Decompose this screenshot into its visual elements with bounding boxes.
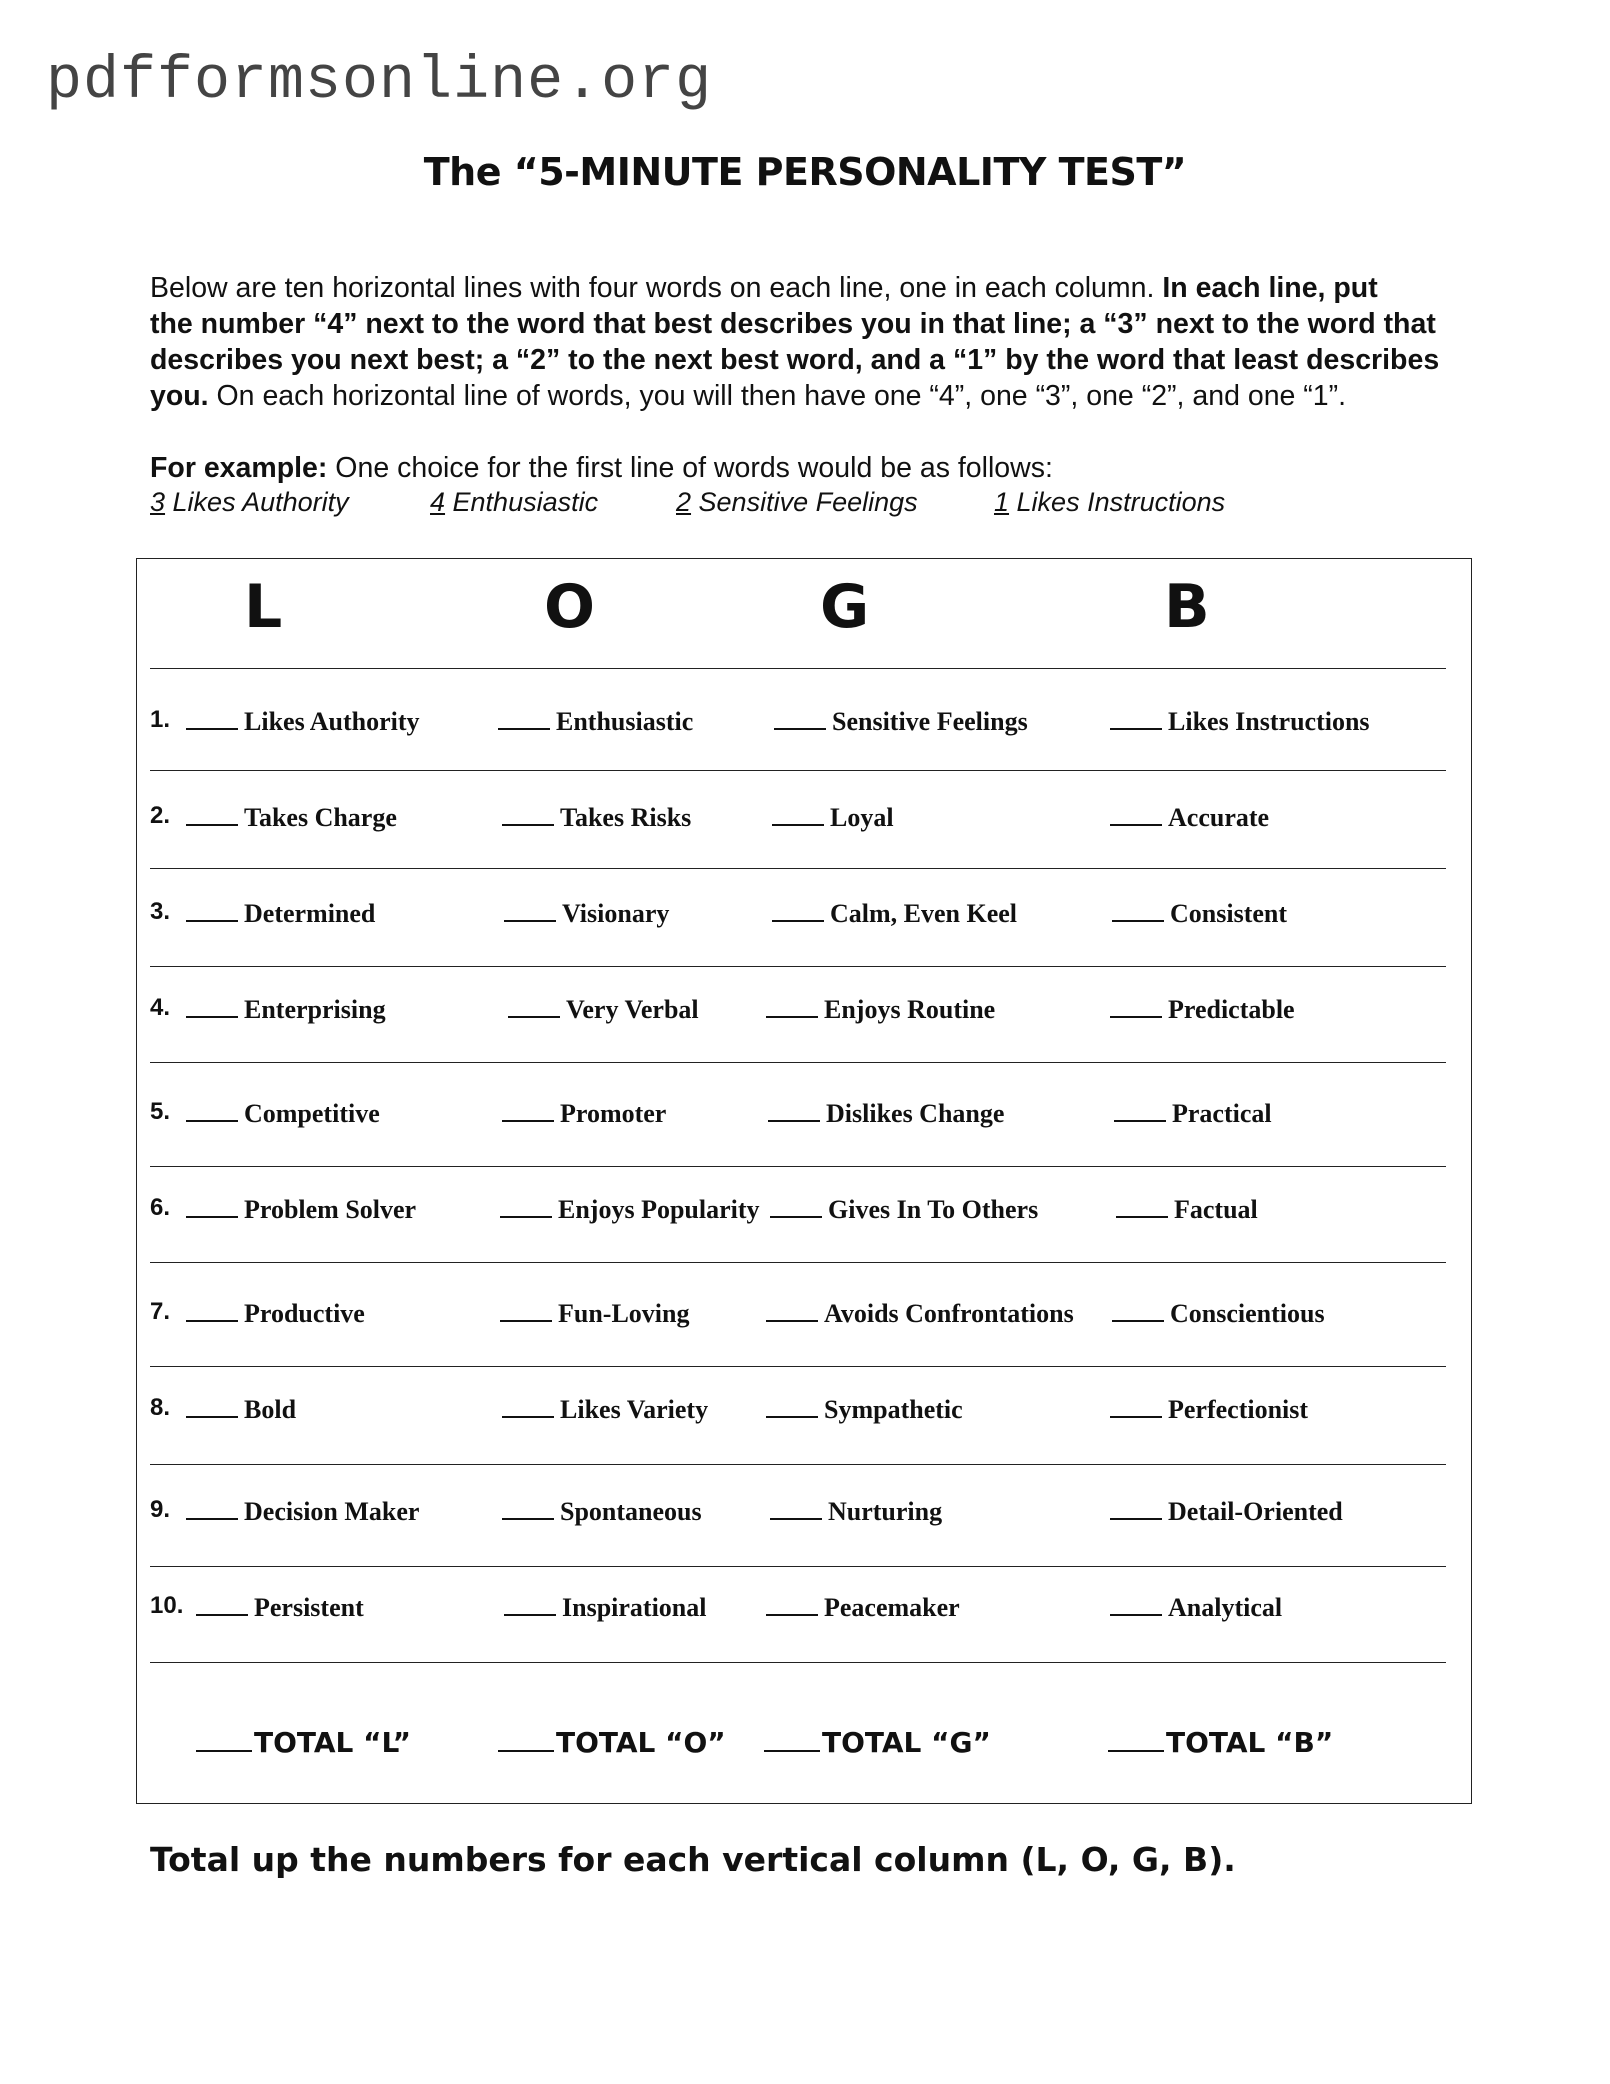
example-item-word: Enthusiastic [445,487,599,517]
divider [150,668,1446,669]
word-b: Accurate [1110,802,1269,833]
row-number: 7. [150,1298,171,1325]
example-label: For example: [150,452,328,484]
word-g: Sympathetic [766,1394,963,1425]
table-row [150,1298,1446,1338]
word-b: Detail-Oriented [1110,1496,1343,1527]
word-o: Visionary [504,898,669,929]
divider [150,1566,1446,1567]
answer-blank[interactable] [1110,1496,1162,1520]
answer-blank[interactable] [502,1098,554,1122]
answer-blank[interactable] [504,1592,556,1616]
row-number: 2. [150,802,171,829]
column-header-l: L [244,572,283,642]
table-row [150,1394,1446,1434]
word-l: Persistent [196,1592,364,1623]
word-b: Predictable [1110,994,1295,1025]
divider [150,966,1446,967]
table-row [150,994,1446,1034]
total-b: TOTAL “B” [1108,1726,1333,1759]
row-number: 4. [150,994,171,1021]
answer-blank[interactable] [500,1298,552,1322]
example-item [994,487,1225,518]
word-o: Very Verbal [508,994,699,1025]
total-blank[interactable] [764,1726,820,1752]
column-header-g: G [820,572,870,642]
column-header-b: B [1164,572,1210,642]
answer-blank[interactable] [186,1298,238,1322]
answer-blank[interactable] [186,1394,238,1418]
divider [150,1366,1446,1367]
answer-blank[interactable] [772,802,824,826]
word-g: Nurturing [770,1496,942,1527]
row-number: 8. [150,1394,171,1421]
instructions-line2: the number “4” next to the word that best describes you in that line; a “3” next to the word that [150,308,1436,340]
table-row [150,1098,1446,1138]
word-o: Takes Risks [502,802,691,833]
table-row [150,1496,1446,1536]
example-item-word: Likes Authority [165,487,349,517]
answer-blank[interactable] [502,802,554,826]
word-l: Problem Solver [186,1194,416,1225]
answer-blank[interactable] [770,1496,822,1520]
divider [150,770,1446,771]
instructions-line1-bold: In each line, put [1162,272,1378,304]
divider [150,1262,1446,1263]
row-number: 3. [150,898,171,925]
word-o: Inspirational [504,1592,707,1623]
example-section [150,452,1460,521]
example-item-number: 2 [676,487,692,517]
answer-blank[interactable] [766,1592,818,1616]
word-g: Loyal [772,802,894,833]
answer-blank[interactable] [186,1194,238,1218]
word-b: Likes Instructions [1110,706,1370,737]
answer-blank[interactable] [508,994,560,1018]
answer-blank[interactable] [186,802,238,826]
answer-blank[interactable] [766,1394,818,1418]
word-o: Spontaneous [502,1496,702,1527]
total-l: TOTAL “L” [196,1726,411,1759]
answer-blank[interactable] [1112,1298,1164,1322]
answer-blank[interactable] [504,898,556,922]
word-o: Promoter [502,1098,666,1129]
footer-instruction: Total up the numbers for each vertical column (L, O, G, B). [150,1840,1236,1879]
answer-blank[interactable] [774,706,826,730]
word-l: Productive [186,1298,365,1329]
answer-blank[interactable] [1112,898,1164,922]
example-item-number: 4 [430,487,446,517]
total-blank[interactable] [498,1726,554,1752]
total-g: TOTAL “G” [764,1726,991,1759]
answer-blank[interactable] [186,1496,238,1520]
table-row [150,1592,1446,1632]
answer-blank[interactable] [772,898,824,922]
instructions-line3: describes you next best; a “2” to the next best word, and a “1” by the word that least describes [150,344,1440,376]
row-number: 1. [150,706,171,733]
example-item [430,487,598,518]
instructions-line1-normal: Below are ten horizontal lines with four words on each line, one in each column. [150,272,1163,304]
answer-blank[interactable] [1116,1194,1168,1218]
example-item-number: 1 [994,487,1010,517]
answer-blank[interactable] [500,1194,552,1218]
answer-blank[interactable] [186,1098,238,1122]
word-g: Dislikes Change [768,1098,1004,1129]
table-row [150,1194,1446,1234]
answer-blank[interactable] [1110,1592,1162,1616]
example-item [150,487,349,518]
answer-blank[interactable] [498,706,550,730]
answer-blank[interactable] [1114,1098,1166,1122]
answer-blank[interactable] [768,1098,820,1122]
answer-blank[interactable] [186,898,238,922]
watermark: pdfformsonline.org [46,48,713,116]
column-header-o: O [544,572,596,642]
row-number: 5. [150,1098,171,1125]
table-row [150,802,1446,842]
word-l: Determined [186,898,375,929]
word-b: Conscientious [1112,1298,1325,1329]
word-l: Bold [186,1394,296,1425]
word-l: Likes Authority [186,706,420,737]
answer-blank[interactable] [1110,706,1162,730]
row-number: 6. [150,1194,171,1221]
word-g: Calm, Even Keel [772,898,1017,929]
word-o: Fun-Loving [500,1298,690,1329]
word-g: Gives In To Others [770,1194,1038,1225]
answer-blank[interactable] [766,994,818,1018]
word-l: Competitive [186,1098,380,1129]
instructions-line4-bold: you. [150,380,209,412]
word-l: Enterprising [186,994,386,1025]
answer-blank[interactable] [186,994,238,1018]
answer-blank[interactable] [502,1496,554,1520]
table-row [150,706,1446,746]
word-g: Sensitive Feelings [774,706,1028,737]
instructions [150,270,1460,414]
table-row [150,898,1446,938]
example-item-word: Sensitive Feelings [691,487,918,517]
answer-blank[interactable] [1110,1394,1162,1418]
divider [150,1464,1446,1465]
answer-blank[interactable] [1110,802,1162,826]
totals-row [150,1726,1446,1766]
divider [150,1662,1446,1663]
example-text: One choice for the first line of words would be as follows: [327,452,1053,484]
answer-blank[interactable] [766,1298,818,1322]
row-number: 10. [150,1592,184,1619]
answer-blank[interactable] [196,1592,248,1616]
page-title: The “5-MINUTE PERSONALITY TEST” [423,150,1187,194]
word-b: Factual [1116,1194,1258,1225]
word-l: Decision Maker [186,1496,419,1527]
instructions-line4-normal: On each horizontal line of words, you will then have one “4”, one “3”, one “2”, and one “1”. [208,380,1347,412]
example-item [676,487,918,518]
answer-blank[interactable] [186,706,238,730]
example-item-number: 3 [150,487,166,517]
answer-blank[interactable] [1110,994,1162,1018]
answer-blank[interactable] [502,1394,554,1418]
total-o: TOTAL “O” [498,1726,726,1759]
word-l: Takes Charge [186,802,397,833]
word-g: Peacemaker [766,1592,960,1623]
word-g: Avoids Confrontations [766,1298,1074,1329]
example-item-word: Likes Instructions [1009,487,1226,517]
total-blank[interactable] [196,1726,252,1752]
row-number: 9. [150,1496,171,1523]
example-items [150,485,1460,521]
divider [150,868,1446,869]
word-o: Enjoys Popularity [500,1194,760,1225]
word-o: Enthusiastic [498,706,693,737]
divider [150,1062,1446,1063]
word-b: Practical [1114,1098,1272,1129]
word-b: Perfectionist [1110,1394,1308,1425]
total-blank[interactable] [1108,1726,1164,1752]
answer-blank[interactable] [770,1194,822,1218]
word-g: Enjoys Routine [766,994,995,1025]
word-b: Consistent [1112,898,1287,929]
word-o: Likes Variety [502,1394,708,1425]
divider [150,1166,1446,1167]
word-b: Analytical [1110,1592,1282,1623]
